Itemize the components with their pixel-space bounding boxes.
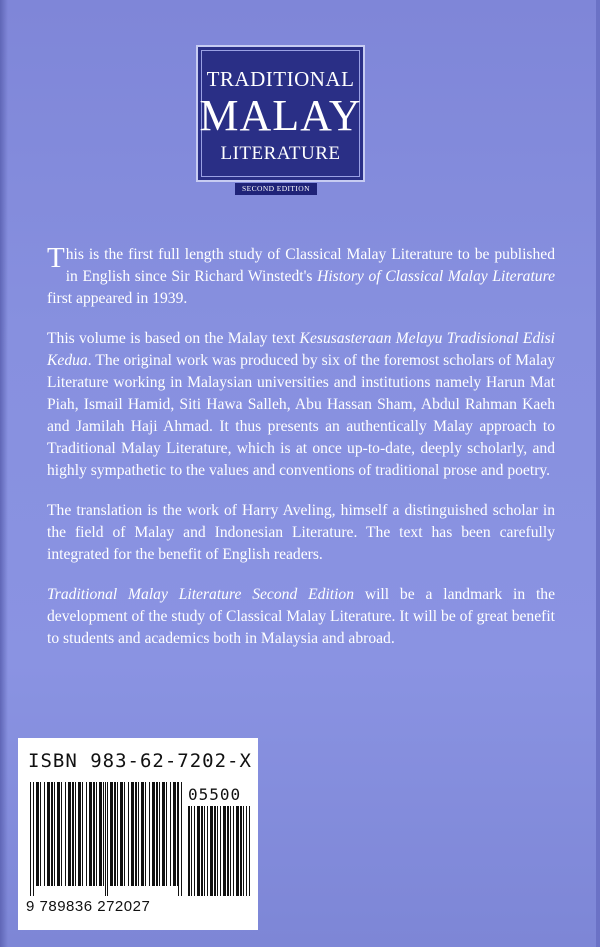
title-line-traditional: TRADITIONAL bbox=[206, 67, 355, 91]
isbn-number: ISBN 983-62-7202-X bbox=[28, 750, 252, 772]
blurb-paragraph-2: This volume is based on the Malay text Kesusasteraan Melayu Tradisional Edisi Kedua. The original work was produced by six of the foremost scholars of Malay Literature working in Malaysian universities and institutions namely Harun Mat Piah, Ismail Hamid, Siti Hawa Salleh, Abu Hassan Sham, Abdul Rahman Kaeh and Jamilah Haji Ahmad. It thus presents an authentically Malay approach to Traditional Malay Literature, which is at once up-to-date, deeply scholarly, and highly sympathetic to the values and conventions of traditional prose and poetry. bbox=[47, 330, 555, 479]
ean-number: 9 789836 272027 bbox=[26, 898, 151, 915]
price-barcode bbox=[188, 806, 250, 896]
barcode-guard-right bbox=[178, 782, 182, 896]
cover-left-edge bbox=[0, 0, 8, 947]
drop-cap: T bbox=[47, 242, 65, 274]
blurb-paragraph-1: This is the first full length study of Classical Malay Literature to be published in English since Sir Richard Winstedt's History of Classical Malay Literature first appeared in 1939. bbox=[47, 242, 555, 307]
blurb-paragraph-3: The translation is the work of Harry Aveling, himself a distinguished scholar in the field of Malay and Indonesian Literature. The text has been carefully integrated for the benefit of English readers. bbox=[47, 502, 555, 563]
blurb-paragraph-4: Traditional Malay Literature Second Edition will be a landmark in the development of the study of Classical Malay Literature. It will be of great benefit to students and academics both in Malaysia and abroad. bbox=[47, 586, 556, 647]
barcode-guard-left bbox=[30, 782, 34, 896]
title-line-malay: MALAY bbox=[199, 91, 362, 140]
cover-right-edge bbox=[596, 0, 600, 947]
price-code: 05500 bbox=[188, 785, 242, 804]
barcode-guard-middle bbox=[104, 782, 109, 896]
barcode-label bbox=[18, 738, 258, 930]
title-block bbox=[196, 45, 365, 182]
blurb-text bbox=[47, 244, 555, 668]
title-line-literature: LITERATURE bbox=[220, 143, 341, 164]
edition-label: SECOND EDITION bbox=[235, 183, 317, 195]
